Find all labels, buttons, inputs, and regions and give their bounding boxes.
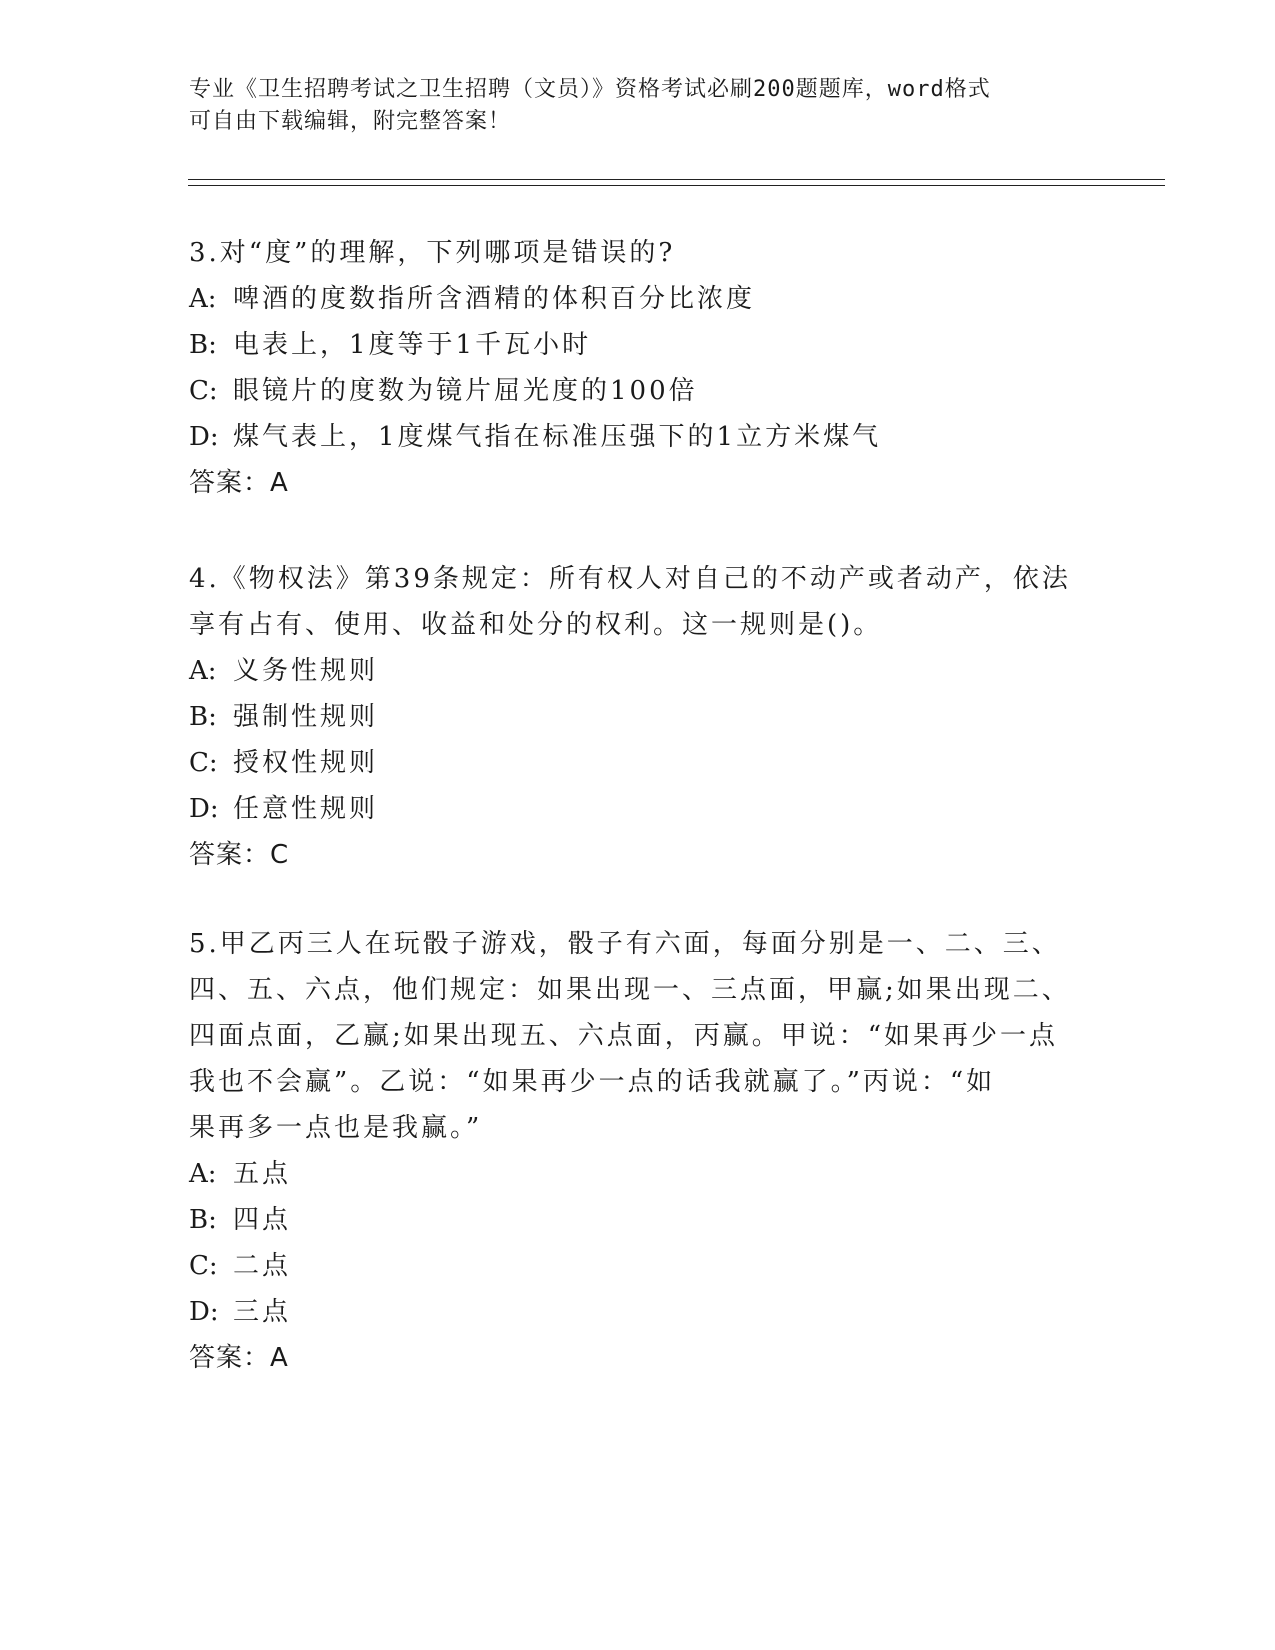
question-3	[189, 238, 1089, 514]
option-letter: B:	[189, 1205, 217, 1235]
header-divider-top	[188, 179, 1165, 180]
option-d	[189, 794, 1089, 840]
option-letter: C:	[189, 376, 218, 406]
question-4	[189, 564, 1089, 886]
option-letter: D:	[189, 422, 219, 452]
option-d	[189, 422, 1089, 468]
option-text: 三点	[233, 1297, 292, 1327]
answer-line: 答案：C	[189, 840, 290, 870]
option-a	[189, 1159, 1089, 1205]
option-letter: B:	[189, 702, 217, 732]
question-5	[189, 929, 1089, 1389]
option-text: 授权性规则	[233, 748, 379, 778]
option-letter: A:	[189, 284, 217, 314]
option-text: 强制性规则	[233, 702, 379, 732]
option-b	[189, 702, 1089, 748]
option-a	[189, 284, 1089, 330]
option-text: 煤气表上，1度煤气指在标准压强下的1立方米煤气	[233, 422, 882, 452]
question-stem-line: 我也不会赢”。乙说：“如果再少一点的话我就赢了。”丙说：“如	[189, 1067, 996, 1097]
option-text: 眼镜片的度数为镜片屈光度的100倍	[233, 376, 698, 406]
question-stem-line: 3.对“度”的理解，下列哪项是错误的?	[189, 238, 676, 268]
question-stem-line: 果再多一点也是我赢。”	[189, 1113, 483, 1143]
question-stem-line: 四、五、六点，他们规定：如果出现一、三点面，甲赢;如果出现二、	[189, 975, 1071, 1005]
option-letter: D:	[189, 1297, 219, 1327]
option-letter: B:	[189, 330, 217, 360]
option-letter: C:	[189, 748, 218, 778]
option-text: 义务性规则	[233, 656, 379, 686]
option-c	[189, 1251, 1089, 1297]
option-text: 二点	[233, 1251, 292, 1281]
answer-line: 答案：A	[189, 1343, 289, 1373]
question-stem-line: 四面点面，乙赢;如果出现五、六点面，丙赢。甲说：“如果再少一点	[189, 1021, 1059, 1051]
option-text: 四点	[233, 1205, 292, 1235]
option-c	[189, 748, 1089, 794]
option-b	[189, 1205, 1089, 1251]
question-stem-line: 4.《物权法》第39条规定：所有权人对自己的不动产或者动产，依法	[189, 564, 1071, 594]
answer-line: 答案：A	[189, 468, 289, 498]
option-text: 任意性规则	[233, 794, 379, 824]
question-stem-line: 享有占有、使用、收益和处分的权利。这一规则是()。	[189, 610, 883, 640]
option-text: 五点	[233, 1159, 292, 1189]
header-divider-bottom	[188, 185, 1165, 186]
document-header	[189, 74, 1069, 138]
option-text: 啤酒的度数指所含酒精的体积百分比浓度	[233, 284, 756, 314]
option-b	[189, 330, 1089, 376]
option-letter: A:	[189, 1159, 217, 1189]
option-a	[189, 656, 1089, 702]
option-letter: C:	[189, 1251, 218, 1281]
option-text: 电表上，1度等于1千瓦小时	[233, 330, 592, 360]
option-letter: D:	[189, 794, 219, 824]
option-letter: A:	[189, 656, 217, 686]
question-stem-line: 5.甲乙丙三人在玩骰子游戏，骰子有六面，每面分别是一、二、三、	[189, 929, 1061, 959]
option-c	[189, 376, 1089, 422]
header-line-1: 专业《卫生招聘考试之卫生招聘（文员）》资格考试必刷200题题库，word格式	[189, 77, 991, 102]
header-line-2: 可自由下载编辑，附完整答案！	[189, 109, 512, 134]
option-d	[189, 1297, 1089, 1343]
